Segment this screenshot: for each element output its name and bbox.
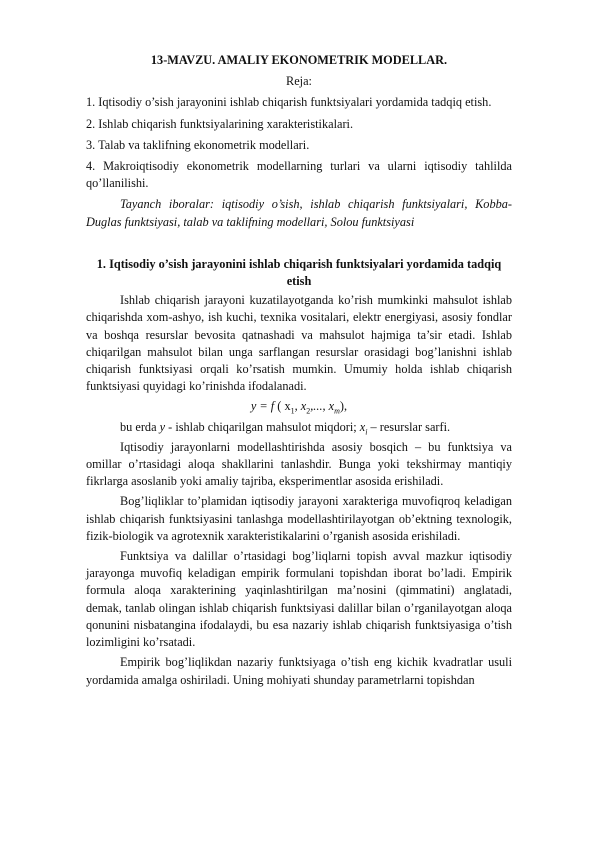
formula-explanation [86, 419, 512, 436]
document-title: 13-MAVZU. AMALIY EKONOMETRIK MODELLAR. [150, 53, 448, 67]
where-text-a: bu erda [120, 419, 160, 434]
paragraph-3: Bog’liqliklar to’plamidan iqtisodiy jarayoni xarakteriga muvofiqroq keladigan ishlab chiqarish funktsiyasini tanlashga modellashtirilayotgan ob’ektning texnologik, fizik-biologik va agrotexnik xarakteristikalarini o’rganish asosida erishiladi. [86, 494, 512, 543]
formula-sub-2: 2 [306, 406, 311, 416]
formula-mid-2: ,..., x [310, 399, 335, 414]
paragraph-5: Empirik bog’liqlikdan nazariy funktsiyaga o’tish eng kichik kvadratlar usuli yordamida amalga oshiriladi. Uning mohiyati shunday parametrlarni topishdan [86, 655, 512, 687]
paragraph-2: Iqtisodiy jarayonlarni modellashtirishda asosiy bosqich – bu funktsiya va omillar o’rtasidagi aloqa shakllarini tanlashdir. Bunga yoki tekshirmay mantiqiy fikrlarga asoslanib yoki amaliy tajriba, eksperimentlar asosida erishiladi. [86, 439, 512, 489]
section-heading: 1. Iqtisodiy o’sish jarayonini ishlab chiqarish funktsiyalari yordamida tadqiq etish [96, 256, 502, 289]
plan-label: Reja: [286, 74, 312, 89]
production-function-formula [86, 398, 512, 415]
plan-item-2: 2. Ishlab chiqarish funktsiyalarining xarakteristikalari. [86, 116, 354, 131]
where-var-y: y [159, 419, 166, 434]
plan-item-1: 1. Iqtisodiy o’sish jarayonini ishlab chiqarish funktsiyalari yordamida tadqiq etish. [86, 95, 492, 110]
where-sub-i: i [365, 427, 368, 437]
formula-sub-m: m [334, 406, 340, 416]
formula-open: ( x [274, 399, 291, 414]
plan-item-4: 4. Makroiqtisodiy ekonometrik modellarning turlari va ularni iqtisodiy tahlilda qo’llanilishi. [86, 159, 512, 191]
where-text-b: - ishlab chiqarilgan mahsulot miqdori; [165, 419, 360, 434]
formula-sub-1: 1 [290, 406, 295, 416]
formula-close: ), [339, 399, 348, 414]
where-var-x: x [359, 419, 366, 434]
paragraph-4: Funktsiya va dalillar o’rtasidagi bog’liqlarni topish avval mazkur iqtisodiy jarayonga muvofiq keladigan empirik formulani topishdan iborat bo’ladi. Empirik formula aloqa xarakterining yaqinlashtirilgan ma’nosini (qimmatini) anglatadi, demak, tanlab olingan ishlab chiqarish funktsiyasi dalillar bilan o’rganilayotgan aloqa qonunini nisbatangina ifodalaydi, bu esa nazariy ishlab chiqarish funktsiyasiga o’tish lozimligini ko’rsatadi. [86, 549, 512, 650]
formula-lhs: y = f [250, 399, 275, 414]
formula-mid-1: , x [294, 399, 307, 414]
document-page [86, 52, 512, 692]
paragraph-1: Ishlab chiqarish jarayoni kuzatilayotganda ko’rish mumkinki mahsulot ishlab chiqarishda xom-ashyo, ish kuchi, texnika vositalari, elektr energiyasi, asosiy fondlar va boshqa resurslar bevosita qatnashadi va mahsulot hajmiga ta’sir etadi. Ishlab chiqarilgan mahsulot bilan unga sarflangan resurslar orasidagi bog’lanishni ishlab chiqarish funktsiyasi orqali ko’rsatish mumkin. Umumiy holda ishlab chiqarish funktsiyasi quyidagi ko’rinishda ifodalanadi. [86, 293, 512, 394]
keywords-paragraph: Tayanch iboralar: iqtisodiy o’sish, ishlab chiqarish funktsiyalari, Kobba-Duglas funktsiyasi, talab va taklifning modellari, Solou funktsiyasi [86, 197, 512, 229]
where-text-c: – resurslar sarfi. [367, 419, 451, 434]
plan-item-3: 3. Talab va taklifning ekonometrik modellari. [86, 137, 310, 152]
